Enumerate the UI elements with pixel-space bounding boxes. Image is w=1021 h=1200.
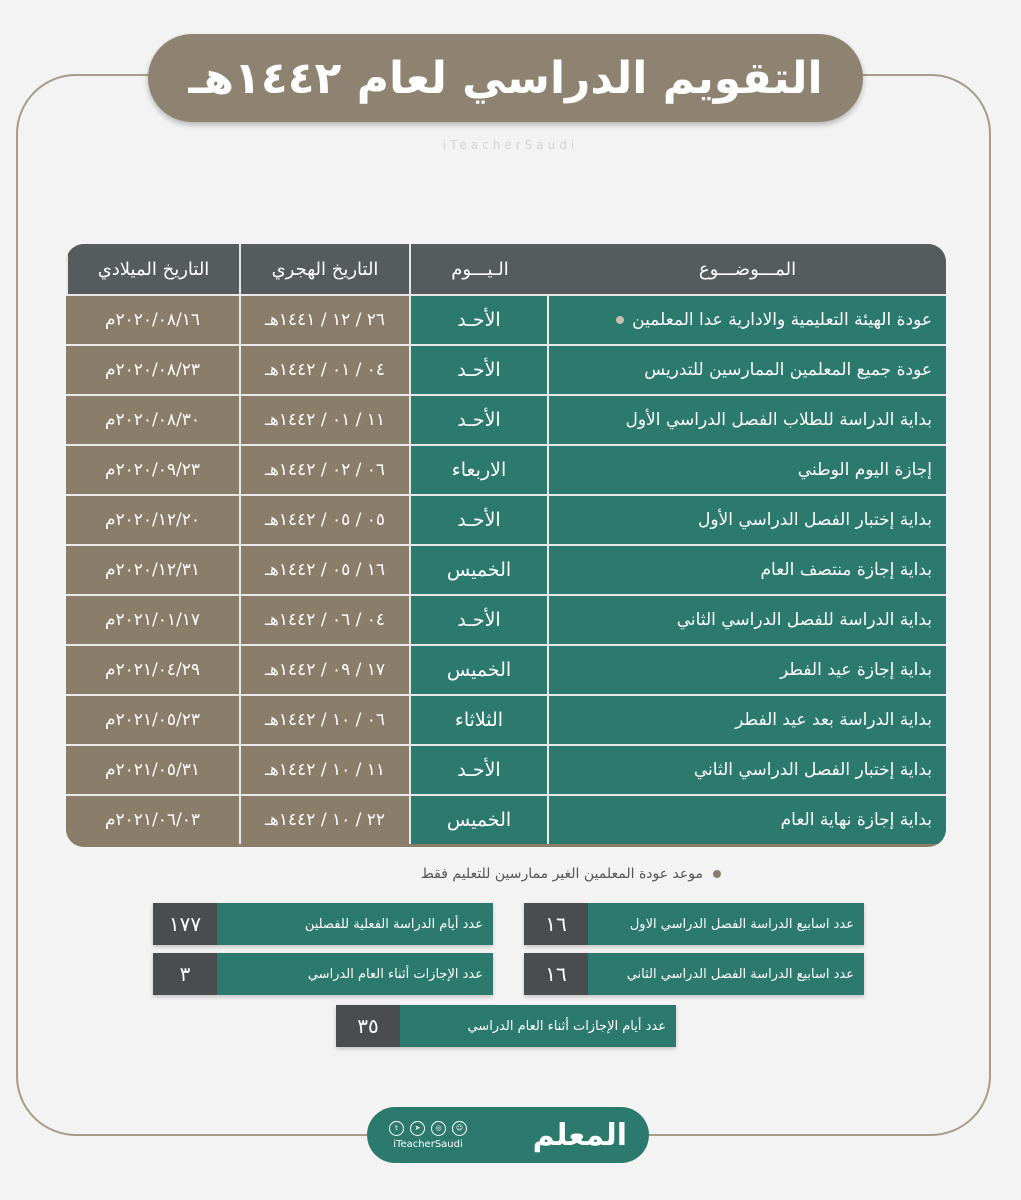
twitter-icon[interactable]: t [389,1121,404,1136]
instagram-icon[interactable]: ◎ [431,1121,446,1136]
cell-greg: ٢٠٢١/٠٦/٠٣م [66,796,239,844]
cell-topic: بداية إجازة عيد الفطر [549,646,946,694]
watermark: iTeacherSaudi [442,138,579,152]
cell-greg: ٢٠٢٠/٠٩/٢٣م [66,446,239,494]
table-row [66,494,946,544]
cell-hijri: ٠٥ / ٠٥ / ١٤٤٢هـ [239,496,409,544]
cell-greg: ٢٠٢٠/١٢/٣١م [66,546,239,594]
table-row [66,744,946,794]
cell-day: الأحـد [409,296,549,344]
brand-footer [367,1107,649,1163]
header-topic: المـــوضـــوع [549,244,946,294]
stat-label: عدد اسابيع الدراسة الفصل الدراسي الاول [629,916,854,932]
brand-handle: iTeacherSaudi [393,1138,463,1150]
cell-topic: بداية إختبار الفصل الدراسي الثاني [549,746,946,794]
table-row [66,344,946,394]
cell-hijri: ٠٤ / ٠٦ / ١٤٤٢هـ [239,596,409,644]
table-row [66,594,946,644]
cell-topic: بداية إجازة منتصف العام [549,546,946,594]
header-hijri-date: التاريخ الهجري [239,244,409,294]
cell-day: الثلاثاء [409,696,549,744]
table-row [66,694,946,744]
cell-day: الأحـد [409,596,549,644]
stat-label: عدد الإجازات أثناء العام الدراسي [307,966,483,982]
stat-value: ٣ [153,953,217,995]
cell-greg: ٢٠٢٠/١٢/٢٠م [66,496,239,544]
cell-greg: ٢٠٢٠/٠٨/٣٠م [66,396,239,444]
footnote-text: موعد عودة المعلمين الغير ممارسين للتعليم فقط [420,866,703,882]
calendar-table [66,244,946,847]
footnote [421,866,721,882]
cell-hijri: ٢٦ / ١٢ / ١٤٤١هـ [239,296,409,344]
stat-value: ١٦ [524,903,588,945]
table-row [66,294,946,344]
stat-actual-study-days [153,903,493,945]
cell-hijri: ١١ / ٠١ / ١٤٤٢هـ [239,396,409,444]
cell-hijri: ١١ / ١٠ / ١٤٤٢هـ [239,746,409,794]
header-gregorian-date: التاريخ الميلادي [66,244,239,294]
cell-day: الخميس [409,546,549,594]
stat-holiday-days [336,1005,676,1047]
table-row [66,394,946,444]
cell-hijri: ٠٦ / ١٠ / ١٤٤٢هـ [239,696,409,744]
table-row [66,644,946,694]
table-row [66,544,946,594]
stat-label: عدد أيام الإجازات أثناء العام الدراسي [467,1018,666,1034]
cell-hijri: ٠٦ / ٠٢ / ١٤٤٢هـ [239,446,409,494]
social-icons [389,1121,467,1150]
table-row [66,444,946,494]
page-title: التقويم الدراسي لعام ١٤٤٢هـ [148,34,863,122]
stat-label: عدد اسابيع الدراسة الفصل الدراسي الثاني [626,966,854,982]
cell-hijri: ١٧ / ٠٩ / ١٤٤٢هـ [239,646,409,694]
stat-weeks-term1 [524,903,864,945]
cell-topic: بداية إجازة نهاية العام [549,796,946,844]
cell-day: الخميس [409,646,549,694]
stat-holidays-count [153,953,493,995]
cell-hijri: ٠٤ / ٠١ / ١٤٤٢هـ [239,346,409,394]
cell-day: الأحـد [409,496,549,544]
stat-label: عدد أيام الدراسة الفعلية للفصلين [304,916,483,932]
stat-value: ١٧٧ [153,903,217,945]
cell-hijri: ٢٢ / ١٠ / ١٤٤٢هـ [239,796,409,844]
cell-topic: عودة جميع المعلمين الممارسين للتدريس [549,346,946,394]
stat-value: ٣٥ [336,1005,400,1047]
cell-day: الاربعاء [409,446,549,494]
cell-greg: ٢٠٢٠/٠٨/٢٣م [66,346,239,394]
stat-value: ١٦ [524,953,588,995]
table-row [66,794,946,844]
cell-greg: ٢٠٢١/٠٥/٣١م [66,746,239,794]
topic-text: عودة الهيئة التعليمية والادارية عدا المعلمين [632,310,932,330]
cell-topic: إجازة اليوم الوطني [549,446,946,494]
bullet-icon [616,316,624,324]
cell-day: الخميس [409,796,549,844]
cell-greg: ٢٠٢١/٠٤/٢٩م [66,646,239,694]
header-day: الـيـــوم [409,244,549,294]
cell-greg: ٢٠٢١/٠١/١٧م [66,596,239,644]
cell-topic: بداية الدراسة بعد عيد الفطر [549,696,946,744]
cell-topic: بداية إختبار الفصل الدراسي الأول [549,496,946,544]
telegram-icon[interactable]: ➤ [410,1121,425,1136]
snapchat-icon[interactable]: ☺ [452,1121,467,1136]
cell-greg: ٢٠٢١/٠٥/٢٣م [66,696,239,744]
bullet-icon [713,870,721,878]
cell-topic: بداية الدراسة للفصل الدراسي الثاني [549,596,946,644]
cell-hijri: ١٦ / ٠٥ / ١٤٤٢هـ [239,546,409,594]
cell-day: الأحـد [409,396,549,444]
cell-topic: بداية الدراسة للطلاب الفصل الدراسي الأول [549,396,946,444]
cell-greg: ٢٠٢٠/٠٨/١٦م [66,296,239,344]
cell-day: الأحـد [409,746,549,794]
stat-weeks-term2 [524,953,864,995]
brand-logo: المعلم [532,1117,627,1153]
cell-topic [549,296,946,344]
cell-day: الأحـد [409,346,549,394]
